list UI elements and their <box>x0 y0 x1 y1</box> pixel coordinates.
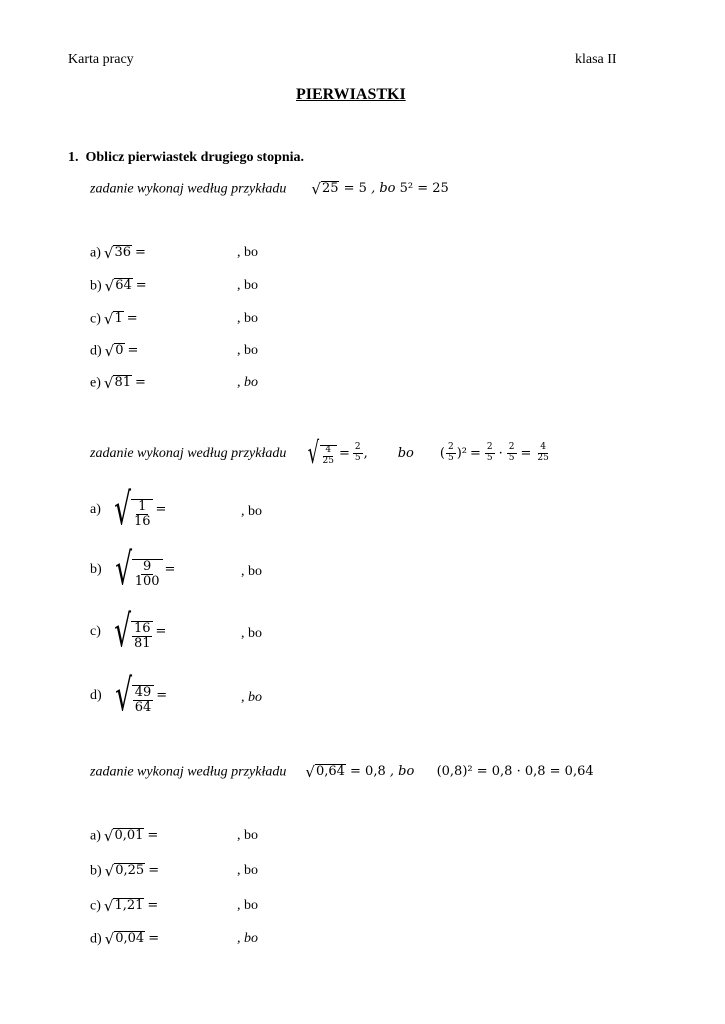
sqrt-symbol: √ $\frac{1}{16}$ <box>103 490 154 530</box>
bo-label: , bo <box>241 504 262 519</box>
equals-sign: = <box>147 828 159 844</box>
header-left: Karta pracy <box>68 52 134 67</box>
sqrt-symbol: √ 36 <box>103 243 131 262</box>
fraction <box>132 622 153 652</box>
example-3: zadanie wykonaj według przykładu √ 0,64 = 0,8 , bo (0,8)² = 0,8 · 0,8 = 0,64 <box>90 762 594 781</box>
example-label: zadanie wykonaj według przykładu <box>90 764 287 780</box>
exercise-item <box>90 375 146 391</box>
example-label: zadanie wykonaj według przykładu <box>90 445 287 461</box>
fraction <box>133 686 154 716</box>
example-2: zadanie wykonaj według przykładu √ $\frac{4}{25}$ = $\frac{2}{5}$ , bo ( $\frac{2}{5}$ )² = $\frac{2}{5}$ · $\frac{2}{5}$ = $\frac{4}{25}$ <box>90 436 549 471</box>
header-right: klasa II <box>575 52 617 67</box>
sqrt-symbol: √ 0,25 <box>104 861 145 880</box>
bo-label: , bo <box>237 245 258 260</box>
exercise-item <box>90 931 159 947</box>
item-label: a) <box>90 501 101 517</box>
item-label: b) <box>90 863 102 879</box>
equals-sign: = <box>156 688 168 704</box>
radicand: 36 <box>114 245 131 260</box>
bo-label: , bo <box>237 343 258 358</box>
fraction <box>132 500 153 530</box>
item-label: a) <box>90 828 101 844</box>
bo-label: , bo <box>237 863 258 878</box>
sqrt-symbol: √ 0,64 <box>305 762 345 781</box>
numerator: 16 <box>133 621 151 636</box>
item-label: c) <box>90 898 101 914</box>
numerator: 49 <box>134 685 152 700</box>
equals-sign: = <box>126 311 138 327</box>
exercise-item <box>90 245 146 261</box>
radicand: 0,01 <box>114 828 144 843</box>
denominator: 81 <box>133 636 151 652</box>
radicand: 81 <box>114 375 131 390</box>
fraction <box>133 560 162 590</box>
bo-label: , bo <box>237 278 258 293</box>
item-label: d) <box>90 687 102 703</box>
example-1: zadanie wykonaj według przykładu √ 25 = 5 , bo 5² = 25 <box>90 179 449 198</box>
bo-label: , bo <box>241 626 262 641</box>
sqrt-symbol: √ 64 <box>104 276 132 295</box>
radicand: 0 <box>115 343 124 358</box>
example-label: zadanie wykonaj według przykładu <box>90 181 287 197</box>
exercise-item <box>90 828 158 844</box>
equals-sign: = <box>155 502 167 518</box>
radicand: 64 <box>115 278 132 293</box>
sqrt-symbol: √ 1,21 <box>103 896 144 915</box>
bo-label: , bo <box>241 690 262 705</box>
equals-sign: = <box>135 278 147 294</box>
equals-sign: = <box>127 343 139 359</box>
exercise-item <box>90 544 176 595</box>
sqrt-symbol: √ $\frac{4}{25}$ <box>300 440 337 467</box>
denominator: 100 <box>134 574 160 590</box>
denominator: 16 <box>133 514 151 530</box>
equals-sign: = <box>147 898 159 914</box>
exercise-item <box>90 863 159 879</box>
sqrt-symbol: √ $\frac{49}{64}$ <box>104 676 155 716</box>
exercise-item <box>90 484 167 535</box>
sqrt-symbol: √ 0,04 <box>104 929 145 948</box>
numerator: 1 <box>138 499 147 514</box>
radicand: 1,21 <box>114 898 144 913</box>
task-heading: 1. Oblicz pierwiastek drugiego stopnia. <box>68 150 305 165</box>
item-label: a) <box>90 245 101 261</box>
equals-sign: = <box>135 375 146 391</box>
bo-label: , bo <box>237 828 258 843</box>
exercise-item <box>90 278 147 294</box>
bo-label: , bo <box>241 564 262 579</box>
equals-sign: = <box>148 931 160 947</box>
item-label: c) <box>90 311 101 327</box>
exercise-item <box>90 898 158 914</box>
bo-label: , bo <box>237 375 258 390</box>
sqrt-symbol: √ 1 <box>103 309 123 328</box>
sqrt-symbol: √ $\frac{16}{81}$ <box>103 612 154 652</box>
radicand: 1 <box>114 311 123 326</box>
item-label: e) <box>90 375 101 391</box>
radicand: 0,25 <box>115 863 145 878</box>
numerator: 9 <box>142 559 152 574</box>
page-title: PIERWIASTKI <box>296 86 406 103</box>
sqrt-symbol: √ 0 <box>104 341 124 360</box>
exercise-item <box>90 670 168 721</box>
equals-sign: = <box>164 562 176 578</box>
item-label: b) <box>90 278 102 294</box>
bo-label: , bo <box>237 311 258 326</box>
exercise-item <box>90 311 138 327</box>
item-label: c) <box>90 623 101 639</box>
item-label: b) <box>90 561 102 577</box>
bo-label: , bo <box>237 931 258 946</box>
radicand: 0,04 <box>115 931 145 946</box>
sqrt-symbol: √ $\frac{9}{100}$ <box>104 550 163 590</box>
equals-sign: = <box>135 245 146 261</box>
item-label: d) <box>90 931 102 947</box>
sqrt-symbol: √ 25 <box>311 179 339 198</box>
exercise-item <box>90 343 138 359</box>
equals-sign: = <box>148 863 160 879</box>
exercise-item <box>90 606 167 657</box>
sqrt-symbol: √ 0,01 <box>103 826 144 845</box>
bo-label: , bo <box>237 898 258 913</box>
equals-sign: = <box>155 624 167 640</box>
sqrt-symbol: √ 81 <box>103 373 131 392</box>
denominator: 64 <box>134 700 152 716</box>
item-label: d) <box>90 343 102 359</box>
